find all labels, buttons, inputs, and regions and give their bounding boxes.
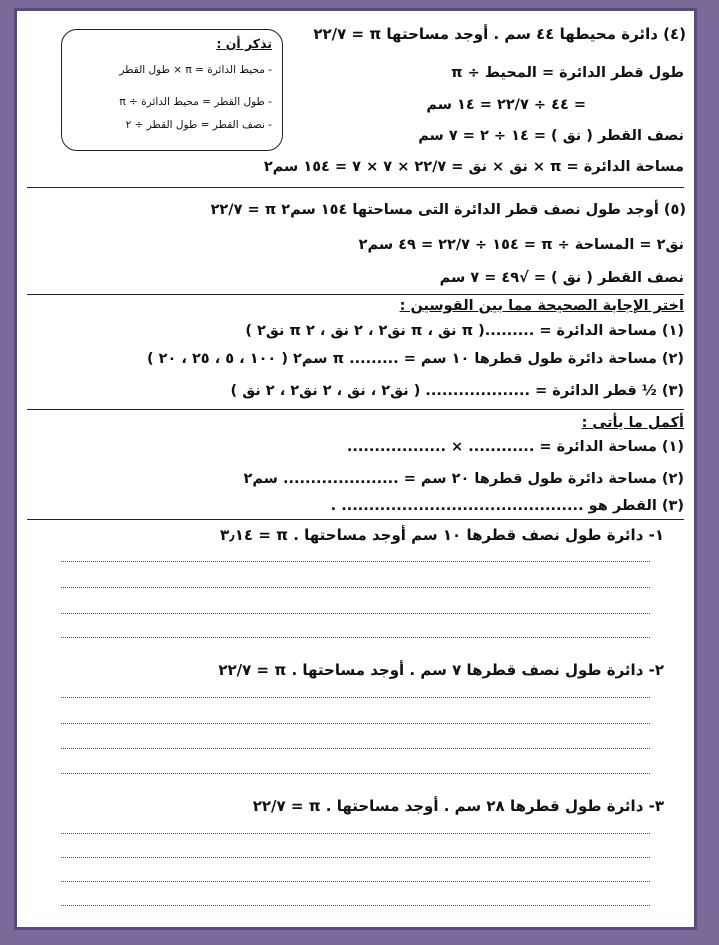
worksheet-page xyxy=(14,8,697,930)
q4-step: نصف القطر ( نق ) = ١٤ ÷ ٢ = ٧ سم xyxy=(418,128,684,144)
q4-step: مساحة الدائرة = π × نق × نق = ٢٢/٧ × ٧ × ٧ = ١٥٤ سم٢ xyxy=(263,159,684,175)
answer-line xyxy=(61,748,650,749)
answer-line xyxy=(61,905,650,906)
answer-line xyxy=(61,587,650,588)
section-divider xyxy=(27,519,684,520)
choose-title: اختر الإجابة الصحيحة مما بين القوسين : xyxy=(399,298,684,314)
section-divider xyxy=(27,409,684,410)
q4-step: طول قطر الدائرة = المحيط ÷ π xyxy=(451,65,684,81)
q4-step: = ٤٤ ÷ ٢٢/٧ = ١٤ سم xyxy=(426,97,586,113)
choose-item: (٢) مساحة دائرة طول قطرها ١٠ سم = ......... π سم٢ ( ١٠٠ ، ٥ ، ٢٥ ، ٢٠ ) xyxy=(146,351,684,367)
answer-line xyxy=(61,723,650,724)
q5-step: نق٢ = المساحة ÷ π = ١٥٤ ÷ ٢٢/٧ = ٤٩ سم٢ xyxy=(358,237,684,253)
answer-line xyxy=(61,881,650,882)
reminder-title: تذكر أن : xyxy=(216,36,272,51)
answer-line xyxy=(61,561,650,562)
answer-line xyxy=(61,637,650,638)
q5-header: (٥) أوجد طول نصف قطر الدائرة التى مساحتها ١٥٤ سم٢ π = ٢٢/٧ xyxy=(210,202,686,218)
reminder-line: - نصف القطر = طول القطر ÷ ٢ xyxy=(125,119,272,131)
q4-header: (٤) دائرة محيطها ٤٤ سم . أوجد مساحتها π = ٢٢/٧ xyxy=(313,25,686,43)
complete-item: (١) مساحة الدائرة = ............ × .................. xyxy=(346,439,684,455)
reminder-line: - محيط الدائرة = π × طول القطر xyxy=(119,64,272,76)
complete-item: (٢) مساحة دائرة طول قطرها ٢٠ سم = ..................... سم٢ xyxy=(243,471,684,487)
choose-item: (٣) ½ قطر الدائرة = ................... ( نق٢ ، نق ، ٢ نق٢ ، ٢ نق ) xyxy=(230,383,684,399)
exercise-question: ٣- دائرة طول قطرها ٢٨ سم . أوجد مساحتها . π = ٢٢/٧ xyxy=(252,797,664,815)
q5-step: نصف القطر ( نق ) = √٤٩ = ٧ سم xyxy=(439,270,684,286)
answer-line xyxy=(61,773,650,774)
answer-line xyxy=(61,613,650,614)
complete-item: (٣) القطر هو ............................................ . xyxy=(330,498,684,514)
reminder-box xyxy=(61,29,283,151)
answer-line xyxy=(61,697,650,698)
choose-item: (١) مساحة الدائرة = .........( π نق ، π نق٢ ، ٢ نق ، ٢ π نق٢ ) xyxy=(245,323,684,339)
complete-title: أكمل ما يأتى : xyxy=(581,415,684,431)
exercise-question: ١- دائرة طول نصف قطرها ١٠ سم أوجد مساحتها . π = ٣٫١٤ xyxy=(220,526,664,544)
exercise-question: ٢- دائرة طول نصف قطرها ٧ سم . أوجد مساحتها . π = ٢٢/٧ xyxy=(218,661,664,679)
section-divider xyxy=(27,294,684,295)
answer-line xyxy=(61,833,650,834)
section-divider xyxy=(27,187,684,188)
answer-line xyxy=(61,857,650,858)
reminder-line: - طول القطر = محيط الدائرة ÷ π xyxy=(119,96,272,108)
